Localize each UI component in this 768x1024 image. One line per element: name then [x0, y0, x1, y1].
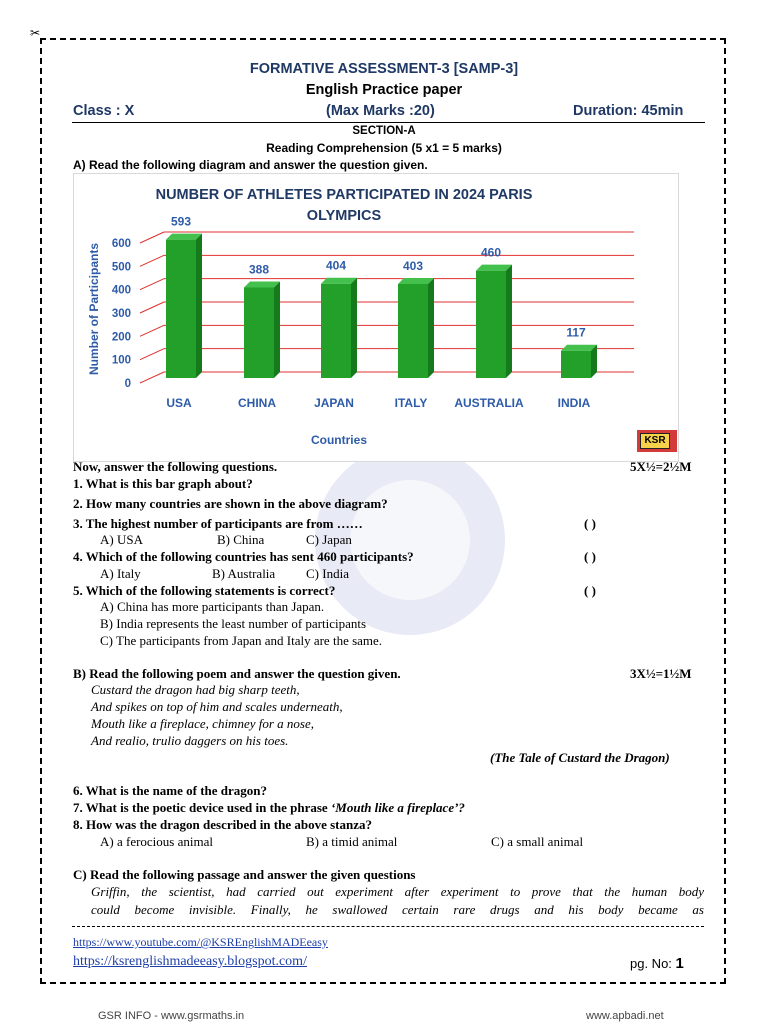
chart-ylabel: Number of Participants [87, 242, 101, 376]
q5-option-a: A) China has more participants than Japan. [100, 599, 325, 614]
bar-side [351, 278, 357, 378]
bar-top [166, 234, 202, 240]
questions-intro: Now, answer the following questions. [73, 459, 278, 474]
question-6: 6. What is the name of the dragon? [73, 783, 268, 798]
data-label: 404 [325, 258, 347, 273]
x-tick-label: INDIA [557, 396, 591, 410]
data-label: 460 [480, 245, 502, 260]
bar-top [398, 278, 434, 284]
passage-line-1: Griffin, the scientist, had carried out experiment after experiment to prove that the human body [91, 884, 704, 899]
y-tick-label: 400 [111, 284, 131, 297]
question-4-answer-bracket: ( ) [584, 549, 596, 564]
section-b-marks: 3X½=1½M [630, 666, 692, 681]
class-label: Class : X [73, 103, 135, 119]
poem-line-2: And spikes on top of him and scales underneath, [91, 699, 343, 714]
x-tick-label: AUSTRALIA [454, 396, 524, 410]
y-tick-label: 200 [111, 331, 131, 344]
max-marks: (Max Marks :20) [326, 103, 435, 119]
question-3-answer-bracket: ( ) [584, 516, 596, 531]
gridline-slant [140, 279, 164, 290]
question-4: 4. Which of the following countries has sent 460 participants? [73, 549, 414, 564]
page-number-label: pg. No: [630, 956, 672, 971]
blog-link[interactable]: https://ksrenglishmadeeasy.blogspot.com/ [73, 954, 307, 969]
bar-top [561, 345, 597, 351]
ksr-badge-label: KSR [640, 433, 670, 449]
q3-option-b: B) China [217, 532, 265, 547]
x-tick-label: ITALY [394, 396, 428, 410]
poem-line-3: Mouth like a fireplace, chimney for a nose, [91, 716, 314, 731]
bar-top [244, 281, 280, 287]
bar [166, 240, 196, 378]
gridline-slant [140, 232, 164, 243]
bar-chart [73, 173, 679, 462]
youtube-link[interactable]: https://www.youtube.com/@KSREnglishMADEeasy [73, 935, 328, 949]
passage-line-2: could become invisible. Finally, he swallowed certain rare drugs and his body became as [91, 902, 704, 917]
x-tick-label: JAPAN [314, 396, 354, 410]
q8-option-b: B) a timid animal [306, 834, 398, 849]
bar [561, 351, 591, 378]
section-a-instruction: A) Read the following diagram and answer the question given. [73, 158, 428, 172]
y-tick-label: 600 [111, 238, 131, 250]
x-tick-label: USA [166, 396, 192, 410]
poem-source: (The Tale of Custard the Dragon) [490, 750, 670, 765]
duration: Duration: 45min [573, 103, 684, 119]
bar-side [274, 281, 280, 378]
bar [476, 271, 506, 378]
section-a-marks: 5X½=2½M [630, 459, 692, 474]
q5-option-b: B) India represents the least number of participants [100, 616, 367, 631]
header-rule [72, 122, 705, 123]
question-8: 8. How was the dragon described in the above stanza? [73, 817, 373, 832]
question-7-text: 7. What is the poetic device used in the phrase [73, 800, 331, 815]
bar [321, 284, 351, 378]
y-tick-label: 100 [111, 354, 131, 367]
bar [244, 287, 274, 378]
question-7 [73, 800, 465, 816]
section-a-subtitle: Reading Comprehension (5 x1 = 5 marks) [266, 141, 502, 155]
q3-option-a: A) USA [100, 532, 143, 547]
data-label: 593 [170, 214, 192, 229]
q8-option-a: A) a ferocious animal [100, 834, 213, 849]
chart-title-line2: OLYMPICS [306, 208, 382, 224]
section-a-title: SECTION-A [352, 125, 416, 137]
gridline-slant [140, 302, 164, 313]
section-c-instruction: C) Read the following passage and answer the given questions [73, 867, 416, 882]
ksr-badge [637, 430, 677, 452]
q4-option-a: A) Italy [100, 566, 141, 581]
bar-top [321, 278, 357, 284]
poem-line-1: Custard the dragon had big sharp teeth, [91, 682, 300, 697]
gridline-slant [140, 325, 164, 336]
data-label: 403 [402, 258, 424, 273]
poem-line-4: And realio, trulio daggers on his toes. [91, 733, 289, 748]
y-tick-label: 300 [111, 308, 131, 320]
question-3: 3. The highest number of participants are from …… [73, 516, 363, 531]
data-label: 117 [566, 325, 586, 340]
q4-option-c: C) India [306, 566, 349, 581]
x-tick-label: CHINA [238, 396, 276, 410]
gridline-slant [140, 255, 164, 266]
q4-option-b: B) Australia [212, 566, 276, 581]
footer-separator [72, 926, 704, 927]
question-7-quote: ‘Mouth like a fireplace’? [330, 800, 465, 815]
q8-option-c: C) a small animal [491, 834, 584, 849]
question-5-answer-bracket: ( ) [584, 583, 596, 598]
bar-side [196, 234, 202, 378]
question-5: 5. Which of the following statements is correct? [73, 583, 336, 598]
chart-title-line1: NUMBER OF ATHLETES PARTICIPATED IN 2024 PARIS [155, 187, 533, 203]
paper-subtitle: English Practice paper [305, 82, 463, 98]
gridline-slant [140, 372, 164, 383]
q5-option-c: C) The participants from Japan and Italy are the same. [100, 633, 383, 648]
chart-xlabel: Countries [310, 433, 368, 447]
y-tick-label: 500 [111, 261, 131, 274]
page-number: 1 [675, 955, 684, 972]
question-2: 2. How many countries are shown in the above diagram? [73, 496, 388, 511]
site-footer-right: www.apbadi.net [586, 1010, 664, 1022]
bar-chart-svg [74, 174, 678, 461]
page-number-row [630, 955, 684, 972]
section-b-instruction: B) Read the following poem and answer the question given. [73, 666, 401, 681]
question-1: 1. What is this bar graph about? [73, 476, 253, 491]
q3-option-c: C) Japan [306, 532, 352, 547]
scissors-icon: ✂ [30, 26, 41, 40]
bar-side [428, 278, 434, 378]
bar-side [506, 265, 512, 378]
bar-top [476, 265, 512, 271]
bar [398, 284, 428, 378]
site-footer-left: GSR INFO - www.gsrmaths.in [98, 1010, 245, 1022]
assessment-title: FORMATIVE ASSESSMENT-3 [SAMP-3] [249, 61, 519, 77]
data-label: 388 [248, 262, 270, 277]
y-tick-label: 0 [124, 378, 131, 390]
gridline-slant [140, 349, 164, 360]
